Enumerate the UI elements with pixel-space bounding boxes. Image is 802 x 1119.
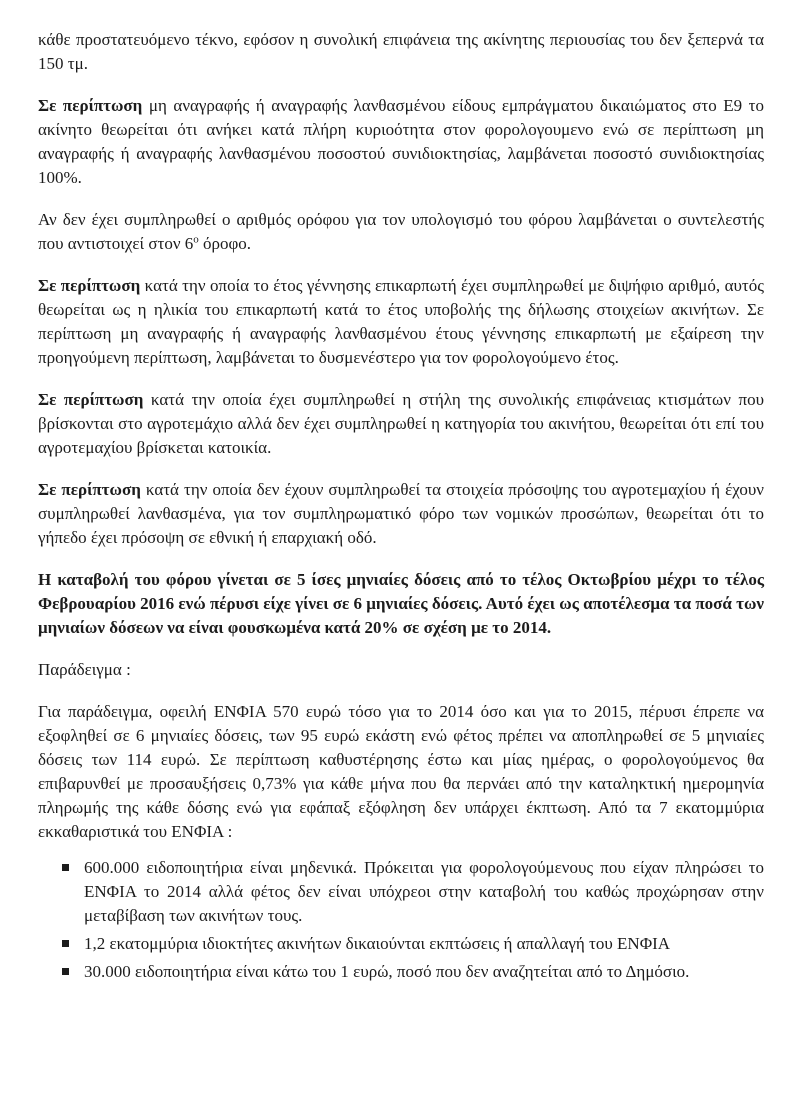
paragraph-usufructuary-case bbox=[38, 274, 764, 370]
list-item-text: 30.000 ειδοποιητήρια είναι κάτω του 1 ευρώ, ποσό που δεν αναζητείται από το Δημόσιο. bbox=[84, 962, 690, 981]
square-bullet-icon bbox=[62, 864, 69, 871]
square-bullet-icon bbox=[62, 940, 69, 947]
paragraph-rights-case bbox=[38, 94, 764, 190]
paragraph-installments: Η καταβολή του φόρου γίνεται σε 5 ίσες μηνιαίες δόσεις από το τέλος Οκτωβρίου μέχρι το τέλος Φεβρουαρίου 2016 ενώ πέρυσι είχε γίνει σε 6 μηνιαίες δόσεις. Αυτό έχει ως αποτέλεσμα τα ποσά των μηνιαίων δόσεων να είναι φουσκωμένα κατά 20% σε σχέση με το 2014. bbox=[38, 570, 764, 637]
case-lead: Σε περίπτωση bbox=[38, 390, 144, 409]
paragraph-text: Αν δεν έχει συμπληρωθεί ο αριθμός ορόφου για τον υπολογισμό του φόρου λαμβάνεται ο συντελεστής που αντιστοιχεί στον 6 bbox=[38, 210, 764, 253]
paragraph-text: κατά την οποία δεν έχουν συμπληρωθεί τα στοιχεία πρόσοψης του αγροτεμαχίου ή έχουν συμπληρωθεί λανθασμένα, για τον συμπληρωματικό φόρο των νομικών προσώπων, θεωρείται ότι το γήπεδο έχει πρόσοψη σε εθνική ή επαρχιακή οδό. bbox=[38, 480, 764, 547]
paragraph-text: μη αναγραφής ή αναγραφής λανθασμένου είδους εμπράγματου δικαιώματος στο Ε9 το ακίνητο θεωρείται ότι ανήκει κατά πλήρη κυριοότητα στον φορολογουμενο ενώ σε περίπτωση μη αναγραφής ή αναγραφής λανθασμένου ποσοστού συνιδιοκτησίας, λαμβάνεται ποσοστό συνιδιοκτησίας 100%. bbox=[38, 96, 764, 187]
paragraph-buildings-case bbox=[38, 388, 764, 460]
list-item bbox=[38, 932, 764, 956]
ordinal-superscript: ο bbox=[193, 233, 199, 246]
paragraph-floor-case bbox=[38, 208, 764, 256]
paragraph-text: όροφο. bbox=[198, 234, 252, 253]
case-lead: Σε περίπτωση bbox=[38, 276, 141, 295]
paragraph-text: κατά την οποία το έτος γέννησης επικαρπωτή έχει συμπληρωθεί με διψήφιο αριθμό, αυτός θεωρείται ως η ηλικία του επικαρπωτή κατά το έτος υποβολής της δήλωσης στοιχείων ακινήτων. Σε περίπτωση μη αναγραφής ή αναγραφής λανθασμένου έτους γέννησης επικαρπωτή με εξαίρεση την προηγούμενη περίπτωση, λαμβάνεται το δυσμενέστερο για τον φορολογούμενο έτος. bbox=[38, 276, 764, 367]
paragraph-text: κατά την οποία έχει συμπληρωθεί η στήλη της συνολικής επιφάνειας κτισμάτων που βρίσκονται στο αγροτεμάχιο αλλά δεν έχει συμπληρωθεί η κατηγορία του ακινήτου, θεωρείται ότι επί του αγροτεμαχίου βρίσκεται κατοικία. bbox=[38, 390, 764, 457]
paragraph-protected-child: κάθε προστατευόμενο τέκνο, εφόσον η συνολική επιφάνεια της ακίνητης περιουσίας του δεν ξεπερνά τα 150 τμ. bbox=[38, 30, 764, 73]
square-bullet-icon bbox=[62, 968, 69, 975]
case-lead: Σε περίπτωση bbox=[38, 96, 143, 115]
paragraph-frontage-case bbox=[38, 478, 764, 550]
case-lead: Σε περίπτωση bbox=[38, 480, 141, 499]
list-item-text: 600.000 ειδοποιητήρια είναι μηδενικά. Πρόκειται για φορολογούμενους που είχαν πληρώσει το ΕΝΦΙΑ το 2014 αλλά φέτος δεν είναι υπόχρεοι στην καταβολή του καθώς προχώρησαν στην μεταβίβαση των ακινήτων τους. bbox=[84, 858, 764, 925]
list-item-text: 1,2 εκατομμύρια ιδιοκτήτες ακινήτων δικαιούνται εκπτώσεις ή απαλλαγή του ΕΝΦΙΑ bbox=[84, 934, 671, 953]
list-item bbox=[38, 960, 764, 984]
bullet-list bbox=[38, 856, 764, 984]
example-heading: Παράδειγμα : bbox=[38, 660, 131, 679]
list-item bbox=[38, 856, 764, 928]
paragraph-example: Για παράδειγμα, οφειλή ΕΝΦΙΑ 570 ευρώ τόσο για το 2014 όσο και για το 2015, πέρυσι έπρεπε να εξοφληθεί σε 6 μηνιαίες δόσεις, των 95 ευρώ εκάστη ενώ φέτος πρέπει να αποπληρωθεί σε 5 μηνιαίες δόσεις των 114 ευρώ. Σε περίπτωση καθυστέρησης έστω και μίας ημέρας, ο φορολογούμενος θα επιβαρυνθεί με προσαυξήσεις 0,73% για κάθε μήνα που θα περνάει από την καταληκτική ημερομηνία πληρωμής της κάθε δόσης ενώ για εφάπαξ εξόφληση δεν υπάρχει έκπτωση. Από τα 7 εκατομμύρια εκκαθαριστικά του ΕΝΦΙΑ : bbox=[38, 702, 764, 841]
